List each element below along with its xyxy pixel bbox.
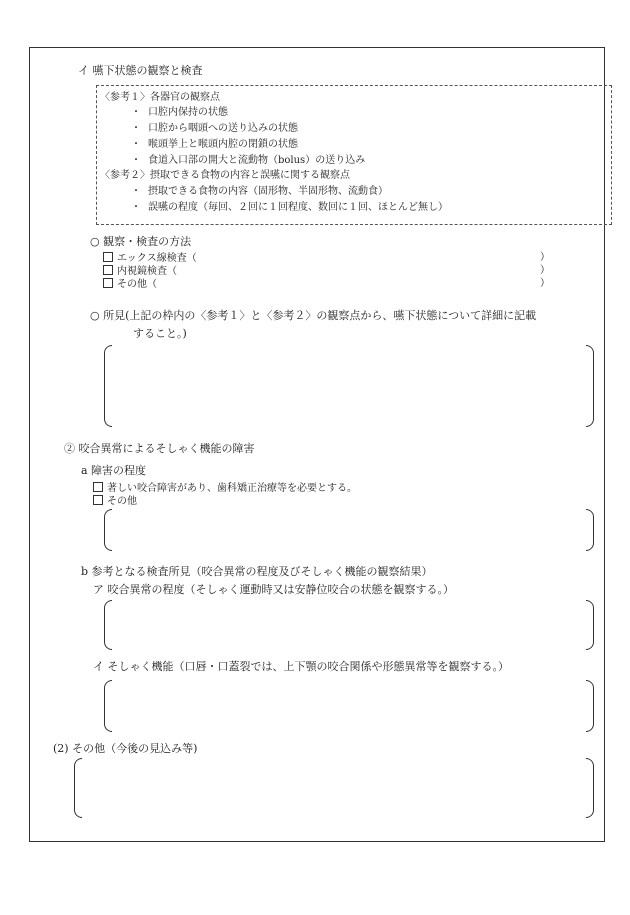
ref2-item: 誤嚥の程度（毎回、２回に１回程度、数回に１回、ほとんど無し） (148, 202, 448, 213)
other-paren-left (74, 758, 82, 818)
degree-other-checkbox[interactable] (93, 495, 103, 505)
other-paren-right (586, 758, 594, 818)
ref1-item: 口腔から咽頭への送り込みの状態 (148, 123, 298, 134)
degree-title: a 障害の程度 (81, 464, 147, 477)
degree-other-label: その他 (107, 496, 137, 507)
findings-paren-right (586, 345, 594, 427)
severe-checkbox[interactable] (93, 482, 103, 492)
method-endoscope-row[interactable] (103, 265, 177, 278)
ref1-bullet: ・ (131, 139, 141, 150)
other-field[interactable] (84, 760, 582, 816)
ref1-bullet: ・ (131, 155, 141, 166)
methods-title: ○ 観察・検査の方法 (90, 235, 192, 248)
other-heading: (2) その他（今後の見込み等) (53, 742, 198, 755)
occlusion-degree-label: ア 咬合異常の程度（そしゃく運動時又は安静位咬合の状態を観察する。） (93, 583, 454, 596)
occlusion-paren-left (104, 600, 112, 650)
swallow-heading: イ 嚥下状態の観察と検査 (78, 64, 203, 77)
endoscope-checkbox[interactable] (103, 265, 113, 275)
ref1-bullet: ・ (131, 123, 141, 134)
close-paren: ） (540, 278, 550, 289)
ref1-title: 〈参考１〉各器官の観察点 (100, 92, 220, 103)
ref1-item: 食道入口部の開大と流動物（bolus）の送り込み (148, 155, 366, 166)
mastication-paren-left (104, 680, 112, 732)
degree-severe-row[interactable] (93, 482, 357, 495)
close-paren: ） (540, 265, 550, 276)
method-xray-row[interactable] (103, 252, 197, 265)
method-endoscope-label: 内視鏡検査（ (117, 266, 177, 277)
ref2-bullet: ・ (131, 186, 141, 197)
mastication-label: イ そしゃく機能（口唇・口蓋裂では、上下顎の咬合関係や形態異常等を観察する。） (93, 660, 509, 673)
other-method-checkbox[interactable] (103, 278, 113, 288)
ref1-item: 喉頭挙上と喉頭内腔の閉鎖の状態 (148, 139, 298, 150)
method-other-row[interactable] (103, 278, 157, 291)
degree-paren-right (586, 509, 594, 551)
ref2-item: 摂取できる食物の内容（固形物、半固形物、流動食） (148, 186, 388, 197)
degree-other-row[interactable] (93, 495, 137, 508)
ref2-title: 〈参考２〉摂取できる食物の内容と誤嚥に関する観察点 (100, 170, 350, 181)
mastication-paren-right (586, 680, 594, 732)
method-xray-label: エックス線検査（ (117, 253, 197, 264)
findings-field[interactable] (114, 348, 582, 424)
degree-other-field[interactable] (114, 511, 582, 549)
ref2-bullet: ・ (131, 202, 141, 213)
exam-findings-title: b 参考となる検査所見（咬合異常の程度及びそしゃく機能の観察結果） (81, 565, 433, 578)
degree-paren-left (104, 509, 112, 551)
ref1-item: 口腔内保持の状態 (148, 107, 228, 118)
method-other-label: その他（ (117, 279, 157, 290)
degree-severe-label: 著しい咬合障害があり、歯科矯正治療等を必要とする。 (107, 483, 357, 494)
mastication-field[interactable] (114, 682, 582, 730)
findings-paren-left (104, 345, 112, 427)
occlusion-degree-field[interactable] (114, 602, 582, 648)
occlusion-paren-right (586, 600, 594, 650)
xray-checkbox[interactable] (103, 252, 113, 262)
ref1-bullet: ・ (131, 107, 141, 118)
findings-label: ○ 所見(上記の枠内の〈参考１〉と〈参考２〉の観察点から、嚥下状態について詳細に記載 (90, 309, 537, 322)
occlusion-heading: ② 咬合異常によるそしゃく機能の障害 (64, 442, 255, 455)
close-paren: ） (540, 252, 550, 263)
findings-label-cont: すること。) (133, 327, 187, 340)
